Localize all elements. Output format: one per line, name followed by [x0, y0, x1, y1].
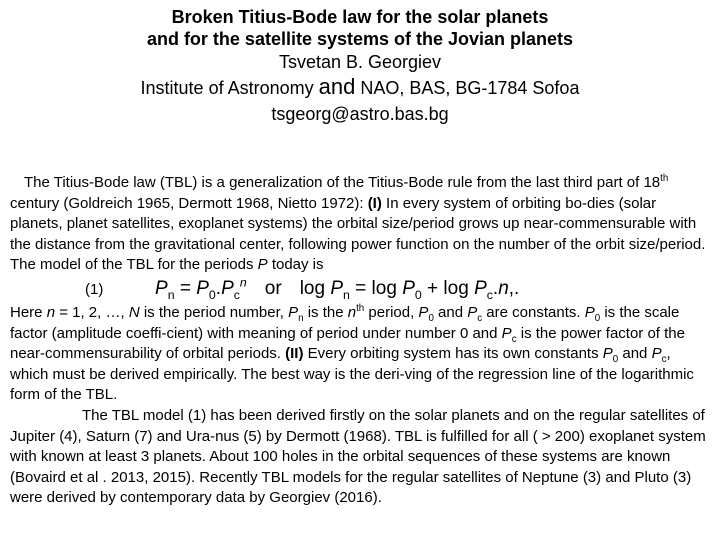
p2-Pc-sub: c: [477, 312, 483, 324]
p2-text-4: period,: [364, 303, 419, 321]
f-log-P0: P: [402, 277, 415, 299]
p2-nth-n: n: [347, 303, 357, 321]
p2-Pcc: P: [651, 345, 662, 363]
p2-Pc: P: [467, 303, 478, 321]
p2-P0-sub: 0: [428, 312, 434, 324]
affiliation: [0, 74, 720, 101]
f-Pc: P: [221, 277, 234, 299]
f-log-P: P: [330, 277, 344, 299]
p2-text-3: is the: [303, 303, 348, 321]
author: Tsvetan B. Georgiev: [278, 52, 442, 72]
f-sup-n: n: [239, 275, 247, 290]
p2-here: Here: [10, 303, 47, 321]
paragraph-2: [10, 303, 710, 406]
p2-n: n: [46, 303, 56, 321]
f-sub-n: n: [167, 287, 175, 302]
affiliation-and: and: [318, 74, 356, 99]
f-eq: =: [174, 277, 197, 299]
paragraph-3: [10, 406, 710, 509]
f-log-dot: .: [492, 277, 499, 299]
f-log-2: = log: [349, 277, 403, 299]
f-log-Pc: P: [474, 277, 487, 299]
f-sub-0: 0: [208, 287, 216, 302]
p3-text: The TBL model (1) has been derived firstly on the solar planets and on the regular satellites of Jupiter (4), Saturn (7) and Ura-nus (5) by Dermott (1968). TBL is fulfilled for all ( > 200) exoplanet system with known at least 3 planets. About 100 holes in the orbital sequences of these systems are known (Bovaird et al . 2013, 2015). Recently TBL models for the regular satellites of Neptune (3) and Pluto (3) were derived by contemporary data by Georgiev (2016).: [10, 406, 706, 507]
title-line-1: Broken Titius-Bode law for the solar planets: [171, 7, 549, 27]
p2-text-10: and: [618, 345, 652, 363]
p2-text-11: , which must be derived empirically. The best way is the deri-ving of the regression line of the logarithmic form of the TBL.: [10, 345, 694, 404]
f-P0: P: [196, 277, 209, 299]
p2-P0b: P: [584, 303, 595, 321]
p2-Pcb: P: [501, 324, 512, 342]
p1-sup-th: th: [660, 173, 669, 184]
f-log-1: log: [299, 277, 331, 299]
p2-Pn-sub: n: [298, 312, 304, 324]
formula-number: (1): [85, 280, 104, 298]
p2-Pn: P: [288, 303, 299, 321]
p2-text-7: is the scale factor (amplitude coeffi-cient) with meaning of period under number 0 and: [10, 303, 680, 342]
abstract-body: [10, 173, 710, 509]
p2-P0b-sub: 0: [594, 312, 601, 324]
p2-text-8: is the power factor of the near-commensurability of orbital periods.: [10, 324, 685, 363]
p1-text-2: century (Goldreich 1965, Dermott 1968, Nietto 1972):: [10, 194, 368, 212]
f-log-sub-n: n: [343, 287, 350, 302]
p1-text-4: today is: [267, 256, 324, 274]
affiliation-part-2: NAO, BAS, BG-1784 Sofoa: [355, 78, 580, 98]
affiliation-part-1: Institute of Astronomy: [140, 78, 319, 98]
p2-N: N: [128, 303, 140, 321]
p2-text-2: is the period number,: [139, 303, 289, 321]
f-log-3: + log: [421, 277, 475, 299]
p1-text-3: In every system of orbiting bo-dies (solar planets, planet satellites, exoplanet systems) the orbital size/period grows up near-commensurable with the distance from the gravitational center, following power function on the number of the orbit size/period. The model of the TBL for the periods: [10, 194, 706, 274]
p2-mark-II: (II): [285, 345, 304, 363]
p2-text-6: are constants.: [482, 303, 585, 321]
f-tail: ,.: [508, 277, 520, 299]
header: [0, 0, 720, 127]
p1-var-P: P: [257, 256, 268, 274]
p2-P0c-sub: 0: [612, 354, 619, 366]
p2-text-5: and: [433, 303, 468, 321]
formula-1: [10, 276, 710, 303]
p2-Pcc-sub: c: [661, 354, 667, 366]
f-log-n: n: [498, 277, 509, 299]
f-log-sub-0: 0: [414, 287, 422, 302]
f-log-sub-c: c: [486, 287, 493, 302]
p2-P0c: P: [602, 345, 613, 363]
p2-text-9: Every orbiting system has its own constants: [303, 345, 603, 363]
p2-P0: P: [418, 303, 429, 321]
paragraph-1: [10, 173, 710, 276]
f-P: P: [155, 277, 168, 299]
p1-text-1: The Titius-Bode law (TBL) is a generalization of the Titius-Bode rule from the last third part of 18: [24, 174, 661, 191]
f-dot: .: [215, 277, 222, 299]
f-sub-c: c: [233, 287, 240, 302]
p2-nth-sup: th: [356, 302, 365, 314]
email: tsgeorg@astro.bas.bg: [271, 104, 449, 124]
p2-text-1: = 1, 2, …,: [55, 303, 129, 321]
p1-mark-I: (I): [367, 194, 382, 212]
p2-Pcb-sub: c: [511, 333, 517, 345]
title-line-2: and for the satellite systems of the Jovian planets: [146, 29, 574, 49]
f-or: or: [264, 277, 282, 299]
